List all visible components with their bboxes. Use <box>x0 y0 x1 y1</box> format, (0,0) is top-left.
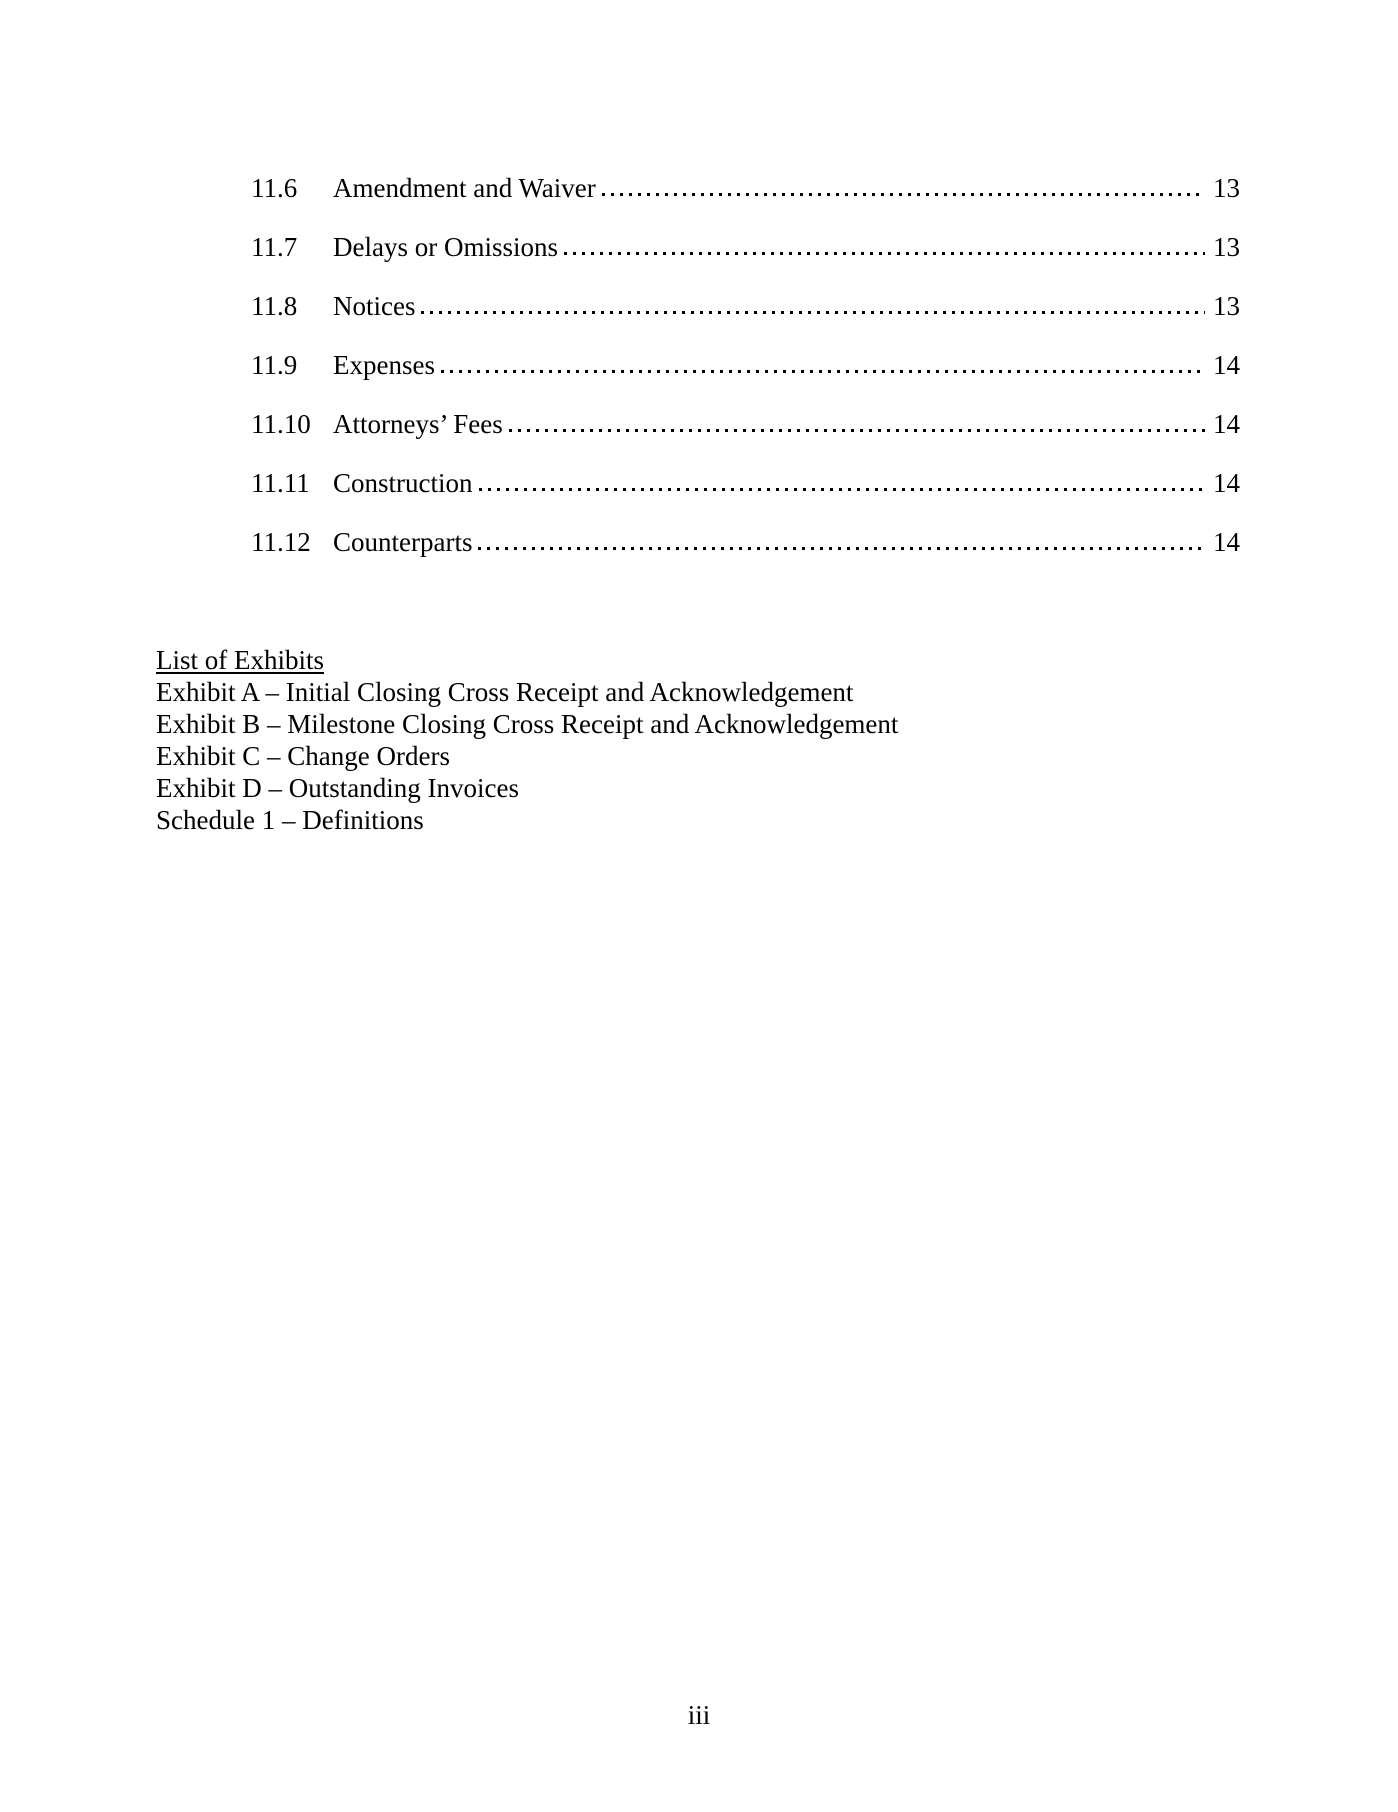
toc-entry-title: Attorneys’ Fees <box>333 409 503 439</box>
toc-entry-page: 14 <box>1213 409 1240 439</box>
dot-leader <box>564 252 1205 255</box>
toc-entry-number: 11.11 <box>251 468 310 498</box>
exhibit-item: Schedule 1 – Definitions <box>156 805 424 835</box>
toc-entry-title: Delays or Omissions <box>333 232 558 262</box>
toc-entry-page: 14 <box>1213 527 1240 557</box>
dot-leader <box>478 547 1205 550</box>
toc-entry-number: 11.9 <box>251 350 298 380</box>
toc-entry <box>251 348 1240 382</box>
page-footer <box>0 1698 1398 1732</box>
exhibit-item: Exhibit B – Milestone Closing Cross Receipt and Acknowledgement <box>156 709 899 739</box>
toc-entry-title: Amendment and Waiver <box>333 173 596 203</box>
toc-entry-number: 11.7 <box>251 232 298 262</box>
list-of-exhibits-heading: List of Exhibits <box>156 645 324 675</box>
dot-leader <box>479 488 1206 491</box>
toc-entry-number: 11.8 <box>251 291 298 321</box>
exhibit-item: Exhibit C – Change Orders <box>156 741 450 771</box>
toc-entry-number: 11.12 <box>251 527 311 557</box>
dot-leader <box>441 370 1205 373</box>
toc-entry <box>251 171 1240 205</box>
toc-entry <box>251 525 1240 559</box>
exhibit-item: Exhibit D – Outstanding Invoices <box>156 773 519 803</box>
toc-entry-page: 13 <box>1213 232 1240 262</box>
table-of-contents <box>251 171 1240 584</box>
toc-entry-number: 11.6 <box>251 173 298 203</box>
toc-entry-title: Construction <box>333 468 473 498</box>
toc-entry-page: 14 <box>1213 468 1240 498</box>
toc-entry <box>251 289 1240 323</box>
dot-leader <box>509 429 1205 432</box>
toc-entry-page: 13 <box>1213 173 1240 203</box>
toc-entry <box>251 230 1240 264</box>
toc-entry <box>251 466 1240 500</box>
page-number-footer: iii <box>687 1700 711 1730</box>
toc-entry <box>251 407 1240 441</box>
list-of-exhibits-section <box>156 644 898 836</box>
toc-entry-number: 11.10 <box>251 409 311 439</box>
toc-entry-title: Notices <box>333 291 416 321</box>
toc-entry-title: Counterparts <box>333 527 473 557</box>
exhibit-item: Exhibit A – Initial Closing Cross Receipt and Acknowledgement <box>156 677 854 707</box>
toc-entry-page: 13 <box>1213 291 1240 321</box>
dot-leader <box>602 193 1205 196</box>
dot-leader <box>421 311 1205 314</box>
toc-entry-page: 14 <box>1213 350 1240 380</box>
toc-entry-title: Expenses <box>333 350 435 380</box>
